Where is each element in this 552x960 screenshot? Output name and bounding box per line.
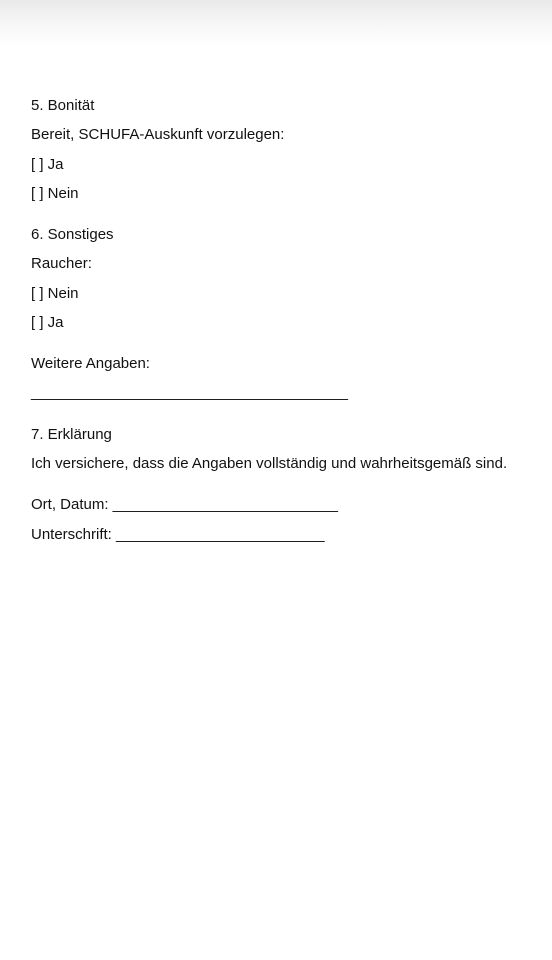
place-date-field[interactable]: Ort, Datum: ___________________________ xyxy=(31,496,338,513)
section-6-heading: 6. Sonstiges xyxy=(31,226,114,243)
section-7-heading: 7. Erklärung xyxy=(31,426,112,443)
top-fade xyxy=(0,0,552,46)
schufa-question: Bereit, SCHUFA-Auskunft vorzulegen: xyxy=(31,126,285,143)
declaration-statement: Ich versichere, dass die Angaben vollständig und wahrheitsgemäß sind. xyxy=(31,455,508,472)
schufa-option-nein[interactable]: [ ] Nein xyxy=(31,185,79,202)
further-info-label: Weitere Angaben: xyxy=(31,355,150,372)
signature-field[interactable]: Unterschrift: _________________________ xyxy=(31,526,325,543)
smoker-label: Raucher: xyxy=(31,255,92,272)
schufa-option-ja[interactable]: [ ] Ja xyxy=(31,156,64,173)
smoker-option-nein[interactable]: [ ] Nein xyxy=(31,285,79,302)
smoker-option-ja[interactable]: [ ] Ja xyxy=(31,314,64,331)
further-info-line[interactable]: ______________________________________ xyxy=(31,384,349,401)
section-5-heading: 5. Bonität xyxy=(31,97,95,114)
